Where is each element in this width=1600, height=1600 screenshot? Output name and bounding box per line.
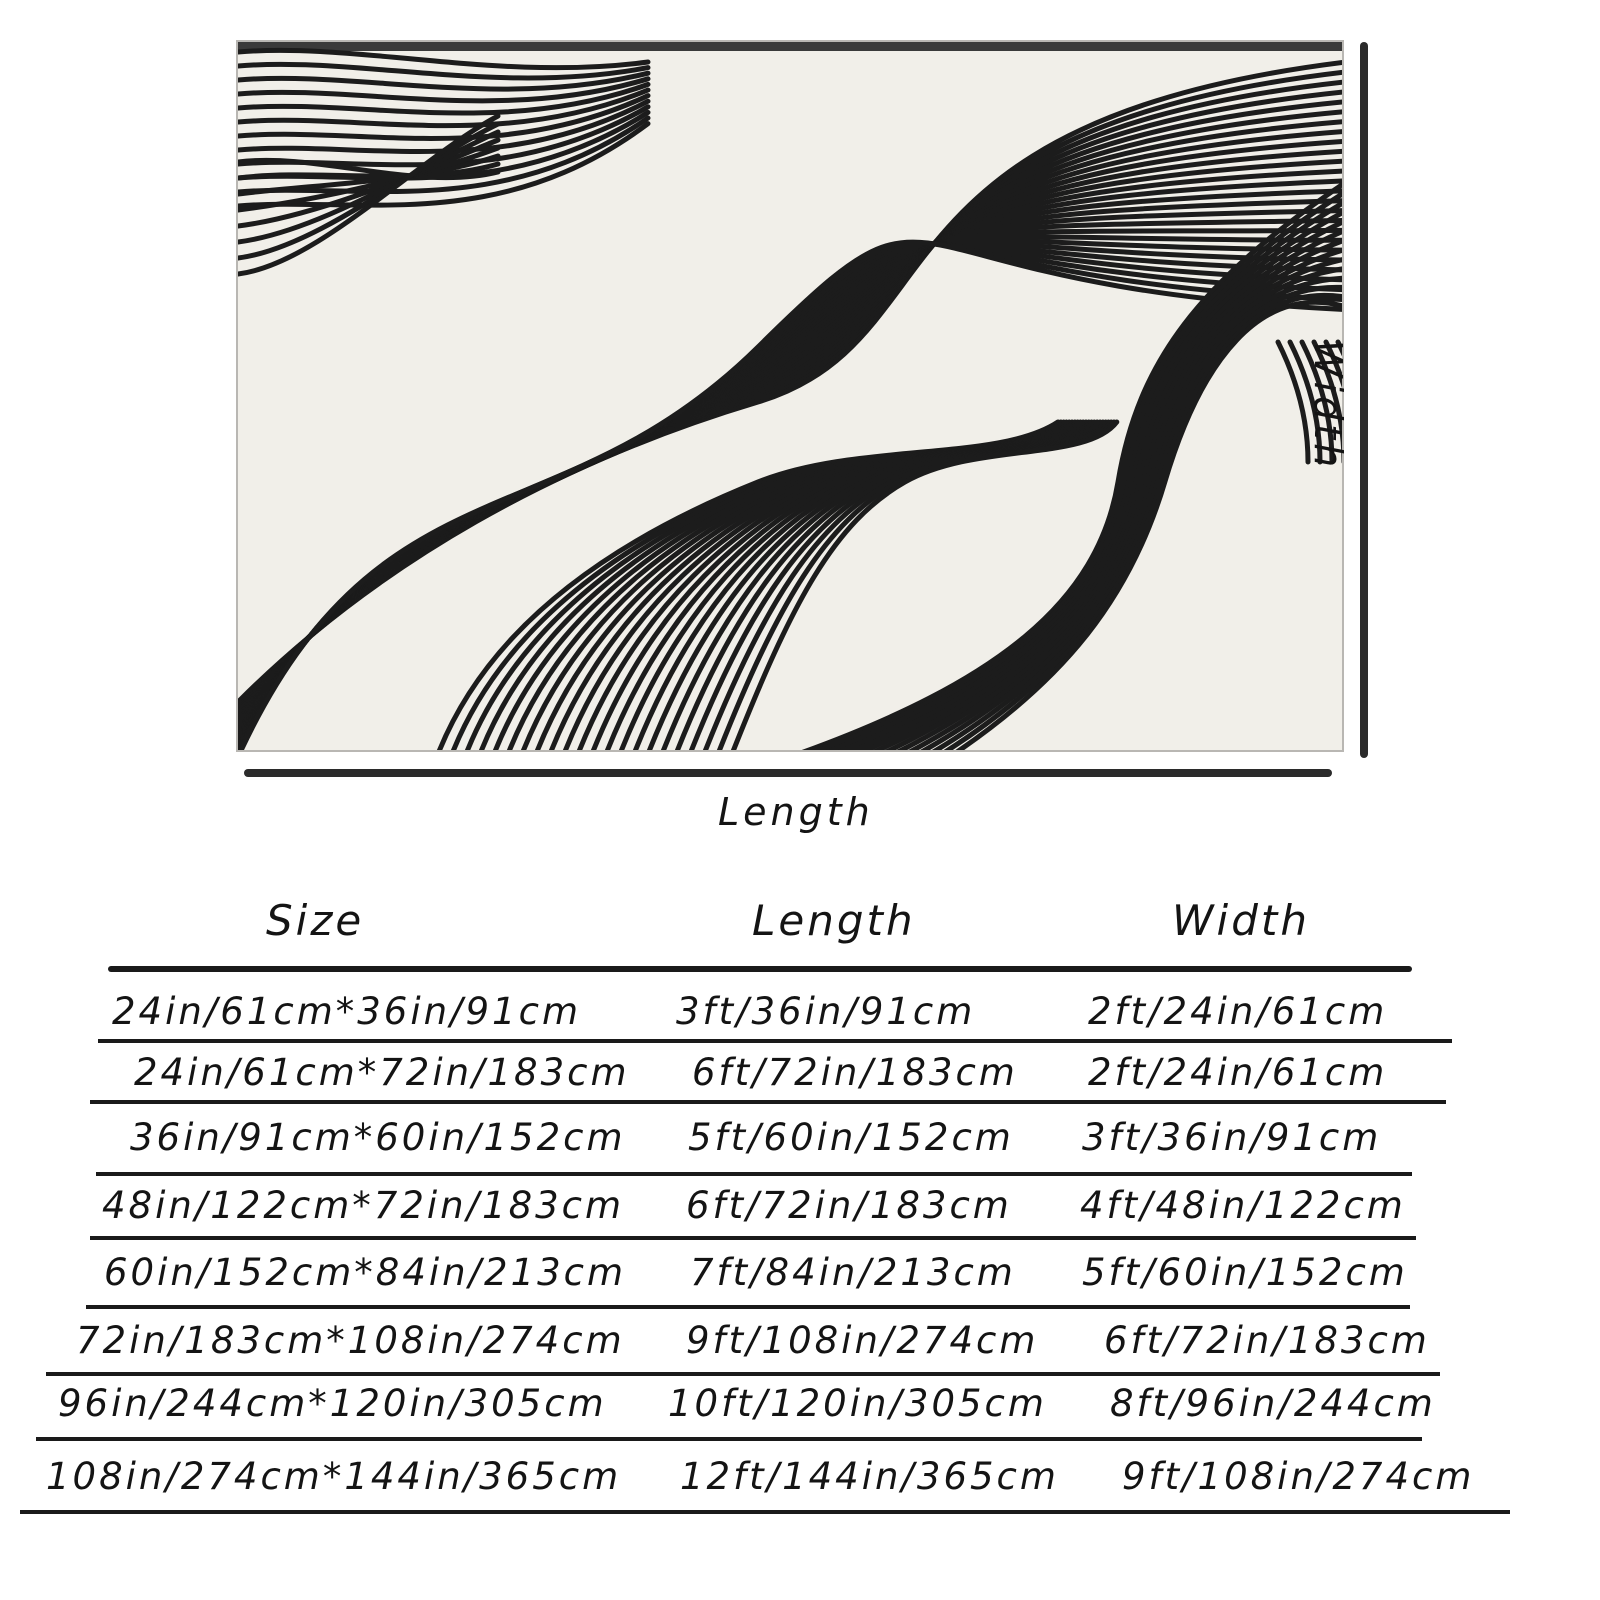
length-dimension-label: Length: [718, 790, 874, 834]
rug-illustration: [236, 40, 1344, 752]
row-4-width: 4ft/48in/122cm: [1080, 1184, 1406, 1227]
row-8-length: 12ft/144in/365cm: [680, 1455, 1059, 1498]
row-3-size: 36in/91cm*60in/152cm: [130, 1116, 626, 1159]
column-header-width: Width: [1172, 896, 1310, 945]
row-6-size: 72in/183cm*108in/274cm: [76, 1319, 625, 1362]
row-4-size: 48in/122cm*72in/183cm: [102, 1184, 625, 1227]
row-1-length: 3ft/36in/91cm: [676, 990, 976, 1033]
row-2-width: 2ft/24in/61cm: [1088, 1051, 1388, 1094]
row-8-width: 9ft/108in/274cm: [1122, 1455, 1475, 1498]
rug-line-pattern: [238, 42, 1344, 752]
rug-line: [1278, 342, 1308, 462]
row-divider: [46, 1372, 1440, 1376]
rug-line: [870, 240, 1344, 752]
width-dimension-line: [1360, 42, 1368, 758]
row-7-length: 10ft/120in/305cm: [668, 1382, 1047, 1425]
column-header-size: Size: [266, 896, 365, 945]
row-divider: [90, 1100, 1446, 1104]
row-5-size: 60in/152cm*84in/213cm: [104, 1251, 627, 1294]
row-8-size: 108in/274cm*144in/365cm: [46, 1455, 622, 1498]
length-dimension-line: [244, 769, 1332, 777]
row-4-length: 6ft/72in/183cm: [686, 1184, 1012, 1227]
row-5-length: 7ft/84in/213cm: [690, 1251, 1016, 1294]
row-divider: [98, 1039, 1452, 1043]
header-divider: [108, 966, 1412, 972]
row-divider: [20, 1510, 1510, 1514]
width-dimension-label: Width: [1306, 340, 1350, 472]
row-3-length: 5ft/60in/152cm: [688, 1116, 1014, 1159]
row-divider: [96, 1172, 1412, 1176]
row-divider: [86, 1305, 1410, 1309]
column-header-length: Length: [752, 896, 916, 945]
row-divider: [90, 1236, 1416, 1240]
row-7-size: 96in/244cm*120in/305cm: [58, 1382, 607, 1425]
row-1-width: 2ft/24in/61cm: [1088, 990, 1388, 1033]
row-5-width: 5ft/60in/152cm: [1082, 1251, 1408, 1294]
row-7-width: 8ft/96in/244cm: [1110, 1382, 1436, 1425]
row-2-size: 24in/61cm*72in/183cm: [134, 1051, 630, 1094]
row-3-width: 3ft/36in/91cm: [1082, 1116, 1382, 1159]
row-1-size: 24in/61cm*36in/91cm: [112, 990, 581, 1033]
row-divider: [36, 1437, 1422, 1441]
row-6-width: 6ft/72in/183cm: [1104, 1319, 1430, 1362]
row-6-length: 9ft/108in/274cm: [686, 1319, 1039, 1362]
row-2-length: 6ft/72in/183cm: [692, 1051, 1018, 1094]
